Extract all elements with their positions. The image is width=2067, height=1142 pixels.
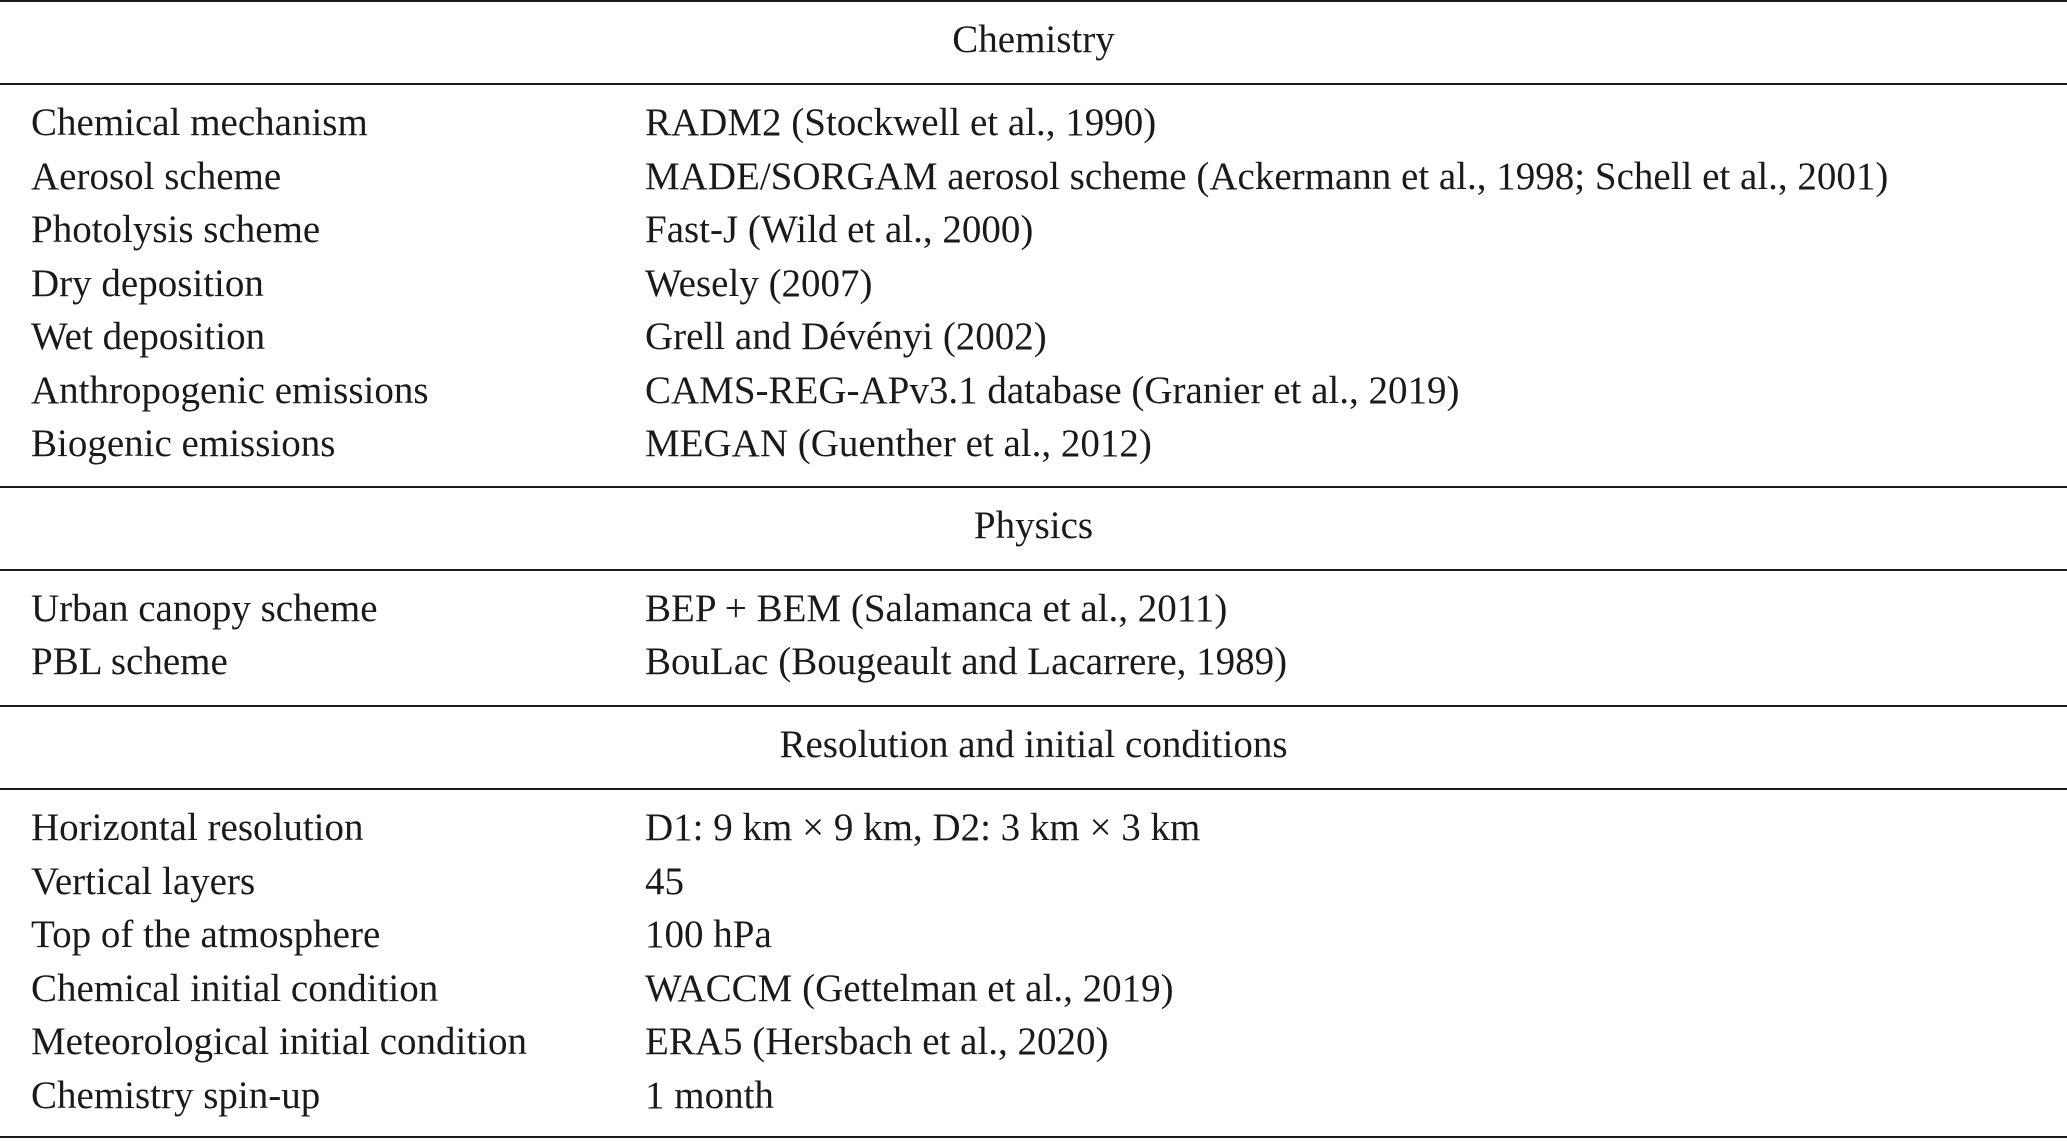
- top-rule: [0, 0, 2067, 2]
- table-row: [0, 257, 2067, 310]
- table-row: [0, 962, 2067, 1015]
- table-row: [0, 801, 2067, 854]
- row-label: Vertical layers: [31, 860, 256, 903]
- row-label: Anthropogenic emissions: [31, 369, 429, 412]
- section-rule: [0, 705, 2067, 707]
- row-label: Top of the atmosphere: [31, 913, 381, 956]
- row-value: Fast-J (Wild et al., 2000): [645, 208, 1034, 251]
- row-label: Urban canopy scheme: [31, 587, 378, 630]
- row-value: Wesely (2007): [645, 262, 873, 305]
- table-row: [0, 310, 2067, 363]
- row-value: CAMS-REG-APv3.1 database (Granier et al., 2019): [645, 369, 1460, 412]
- row-value: MADE/SORGAM aerosol scheme (Ackermann et al., 1998; Schell et al., 2001): [645, 155, 1889, 198]
- row-label: Wet deposition: [31, 315, 266, 358]
- section-rule: [0, 569, 2067, 571]
- row-label: Biogenic emissions: [31, 422, 336, 465]
- section-title-resolution: Resolution and initial conditions: [779, 723, 1288, 766]
- row-value: Grell and Dévényi (2002): [645, 315, 1047, 358]
- row-label: PBL scheme: [31, 640, 228, 683]
- bottom-rule: [0, 1136, 2067, 1138]
- row-label: Photolysis scheme: [31, 208, 321, 251]
- row-label: Meteorological initial condition: [31, 1020, 528, 1063]
- row-label: Chemistry spin-up: [31, 1074, 321, 1117]
- row-value: BEP + BEM (Salamanca et al., 2011): [645, 587, 1228, 630]
- row-value: 1 month: [645, 1074, 774, 1117]
- table-row: [0, 96, 2067, 149]
- row-value: BouLac (Bougeault and Lacarrere, 1989): [645, 640, 1288, 683]
- table-row: [0, 203, 2067, 256]
- table-row: [0, 908, 2067, 961]
- row-label: Horizontal resolution: [31, 806, 364, 849]
- table-row: [0, 417, 2067, 470]
- table-row: [0, 1069, 2067, 1122]
- section-rule: [0, 486, 2067, 488]
- row-value: MEGAN (Guenther et al., 2012): [645, 422, 1152, 465]
- row-value: 45: [645, 860, 684, 903]
- row-label: Aerosol scheme: [31, 155, 282, 198]
- row-value: RADM2 (Stockwell et al., 1990): [645, 101, 1157, 144]
- section-title-chemistry: Chemistry: [952, 18, 1115, 61]
- section-title-physics: Physics: [973, 504, 1094, 547]
- table-row: [0, 635, 2067, 688]
- table-row: [0, 582, 2067, 635]
- table-row: [0, 150, 2067, 203]
- row-value: ERA5 (Hersbach et al., 2020): [645, 1020, 1109, 1063]
- section-rule: [0, 788, 2067, 790]
- table-row: [0, 364, 2067, 417]
- table-row: [0, 855, 2067, 908]
- row-label: Chemical initial condition: [31, 967, 439, 1010]
- section-rule: [0, 83, 2067, 85]
- row-value: D1: 9 km × 9 km, D2: 3 km × 3 km: [645, 806, 1201, 849]
- row-label: Chemical mechanism: [31, 101, 368, 144]
- row-value: 100 hPa: [645, 913, 772, 956]
- table-row: [0, 1015, 2067, 1068]
- row-value: WACCM (Gettelman et al., 2019): [645, 967, 1174, 1010]
- row-label: Dry deposition: [31, 262, 264, 305]
